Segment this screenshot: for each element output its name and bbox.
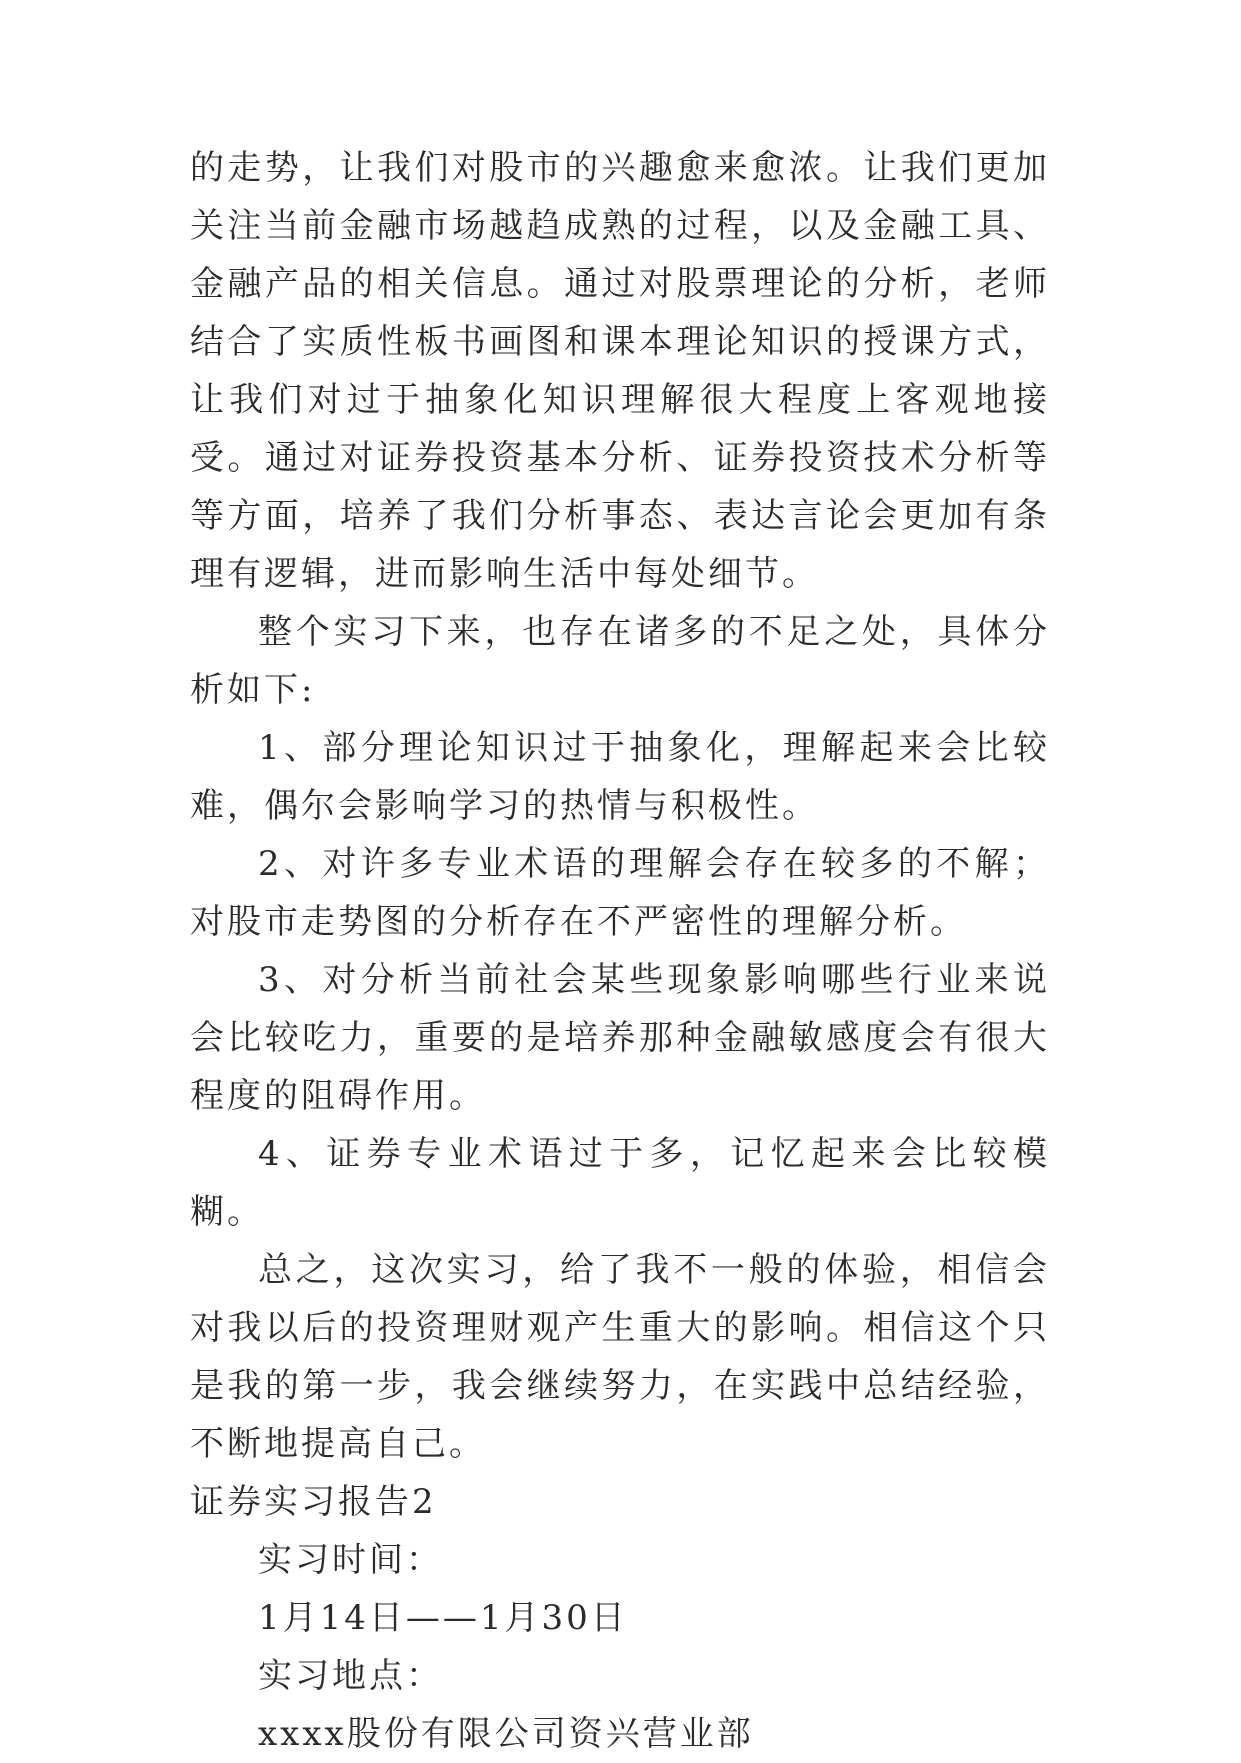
internship-time-value: 1月14日——1月30日 <box>258 1598 628 1638</box>
paragraph-continuation: 的走势，让我们对股市的兴趣愈来愈浓。让我们更加关注当前金融市场越趋成熟的过程，以及金融工具、金融产品的相关信息。通过对股票理论的分析，老师结合了实质性板书画图和课本理论知识的授课方式，让我们对过于抽象化知识理解很大程度上客观地接受。通过对证券投资基本分析、证券投资技术分析等等方面，培养了我们分析事态、表达言论会更加有条理有逻辑，进而影响生活中每处细节。 <box>190 148 1050 594</box>
list-item-2: 2、对许多专业术语的理解会存在较多的不解；对股市走势图的分析存在不严密性的理解分析。 <box>190 844 1050 942</box>
document-body <box>190 139 1050 1763</box>
paragraph-conclusion: 总之，这次实习，给了我不一般的体验，相信会对我以后的投资理财观产生重大的影响。相信这个只是我的第一步，我会继续努力，在实践中总结经验，不断地提高自己。 <box>190 1250 1050 1464</box>
list-item-4: 4、证券专业术语过于多，记忆起来会比较模糊。 <box>190 1134 1050 1232</box>
internship-place-label: 实习地点： <box>258 1656 443 1696</box>
internship-place-value: xxxx股份有限公司资兴营业部 <box>258 1714 754 1754</box>
section-heading: 证券实习报告2 <box>190 1482 437 1522</box>
internship-time-label: 实习时间： <box>258 1540 443 1580</box>
paragraph-shortcomings-intro: 整个实习下来，也存在诸多的不足之处，具体分析如下: <box>190 612 1050 710</box>
list-item-1: 1、部分理论知识过于抽象化，理解起来会比较难，偶尔会影响学习的热情与积极性。 <box>190 728 1050 826</box>
list-item-3: 3、对分析当前社会某些现象影响哪些行业来说会比较吃力，重要的是培养那种金融敏感度会有很大程度的阻碍作用。 <box>190 960 1050 1116</box>
